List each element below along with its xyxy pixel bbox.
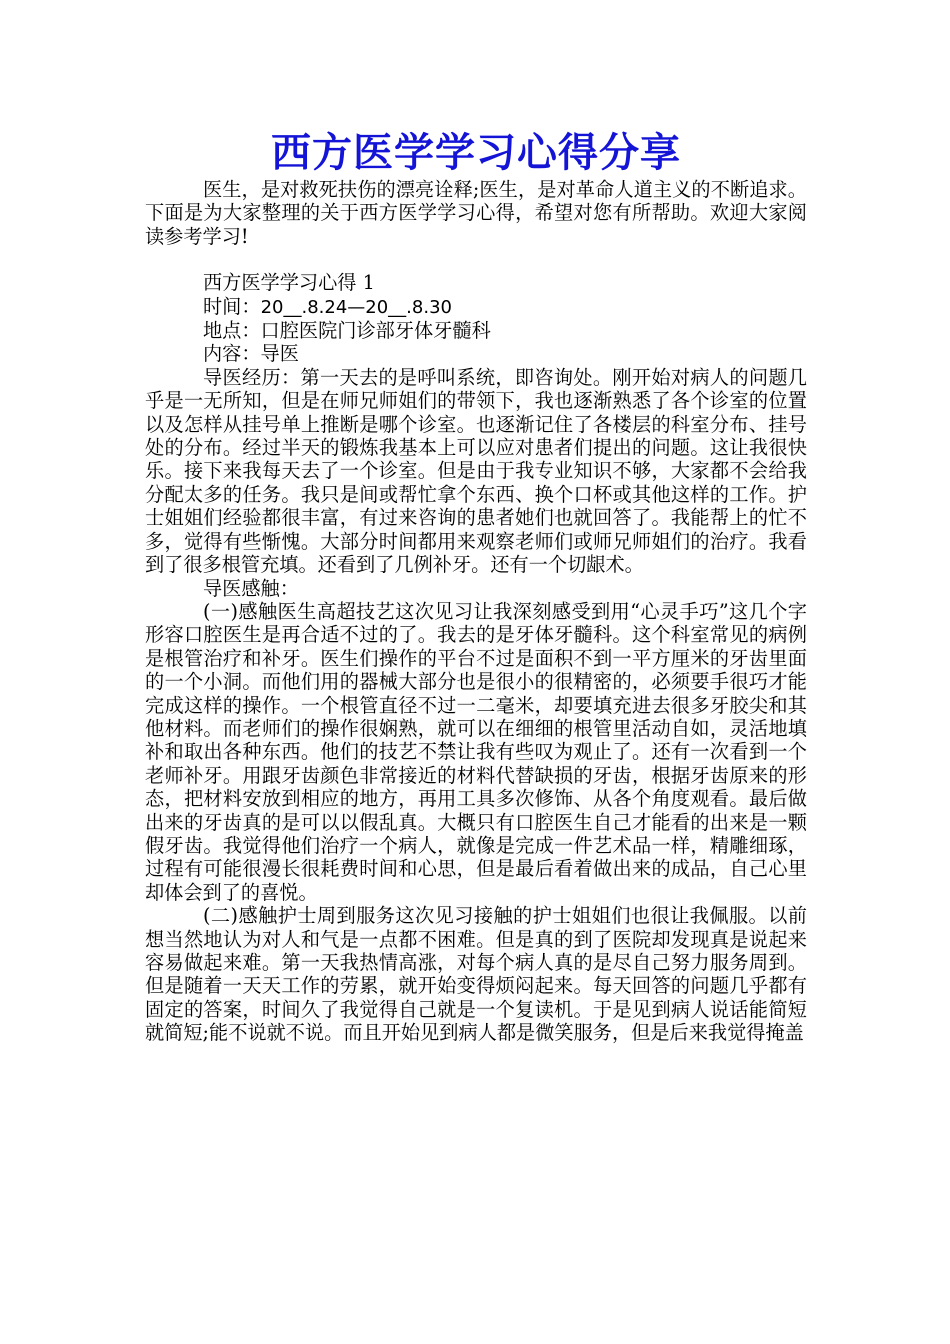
time-line: [203, 295, 807, 319]
place-line: 地点：口腔医院门诊部牙体牙髓科: [203, 319, 491, 343]
content-line: 内容：导医: [203, 342, 299, 366]
feeling-heading: 导医感触：: [203, 576, 299, 600]
feeling-paragraph-2: (二)感触护士周到服务这次见习接触的护士姐姐们也很让我佩服。以前想当然地认为对人和气是一点都不困难。但是真的到了医院却发现真是说起来容易做起来难。第一天我热情高涨，对每个病人真的是尽自己努力服务周到。但是随着一天天工作的劳累，就开始变得烦闷起来。每天回答的问题几乎都有固定的答案，时间久了我觉得自己就是一个复读机。于是见到病人说话能简短就简短;能不说就不说。而且开始见到病人都是微笑服务，但是后来我觉得掩盖: [145, 904, 807, 1045]
experience-paragraph: 导医经历：第一天去的是呼叫系统，即咨询处。刚开始对病人的问题几乎是一无所知，但是在师兄师姐们的带领下，我也逐渐熟悉了各个诊室的位置以及怎样从挂号单上推断是哪个诊室。也逐渐记住了各楼层的科室分布、挂号处的分布。经过半天的锻炼我基本上可以应对患者们提出的问题。这让我很快乐。接下来我每天去了一个诊室。但是由于我专业知识不够，大家都不会给我分配太多的任务。我只是间或帮忙拿个东西、换个口杯或其他这样的工作。护士姐姐们经验都很丰富，有过来咨询的患者她们也就回答了。我能帮上的忙不多，觉得有些惭愧。大部分时间都用来观察老师们或师兄师姐们的治疗。我看到了很多根管充填。还看到了几例补牙。还有一个切龈术。: [145, 365, 807, 577]
section-heading: 西方医学学习心得 1: [203, 271, 375, 295]
time-label: 时间：: [203, 294, 261, 318]
blank-line: [145, 248, 807, 271]
time-value: 20__.8.24—20__.8.30: [260, 296, 452, 318]
feeling-paragraph-1: (一)感触医生高超技艺这次见习让我深刻感受到用“心灵手巧”这几个字形容口腔医生是再合适不过的了。我去的是牙体牙髓科。这个科室常见的病例是根管治疗和补牙。医生们操作的平台不过是面积不到一平方厘米的牙齿里面的一个小洞。而他们用的器械大部分也是很小的很精密的，必须要手很巧才能完成这样的操作。一个根管直径不过一二毫米，却要填充进去很多牙胶尖和其他材料。而老师们的操作很娴熟，就可以在细细的根管里活动自如，灵活地填补和取出各种东西。他们的技艺不禁让我有些叹为观止了。还有一次看到一个老师补牙。用跟牙齿颜色非常接近的材料代替缺损的牙齿，根据牙齿原来的形态，把材料安放到相应的地方，再用工具多次修饰、从各个角度观看。最后做出来的牙齿真的是可以以假乱真。大概只有口腔医生自己才能看的出来是一颗假牙齿。我觉得他们治疗一个病人，就像是完成一件艺术品一样，精雕细琢，过程有可能很漫长很耗费时间和心思，但是最后看着做出来的成品，自己心里却体会到了的喜悦。: [145, 599, 807, 904]
intro-paragraph: 医生，是对救死扶伤的漂亮诠释;医生，是对革命人道主义的不断追求。下面是为大家整理的关于西方医学学习心得，希望对您有所帮助。欢迎大家阅读参考学习!: [145, 178, 807, 248]
document-page: [145, 128, 807, 1045]
document-title: 西方医学学习心得分享: [271, 130, 681, 176]
